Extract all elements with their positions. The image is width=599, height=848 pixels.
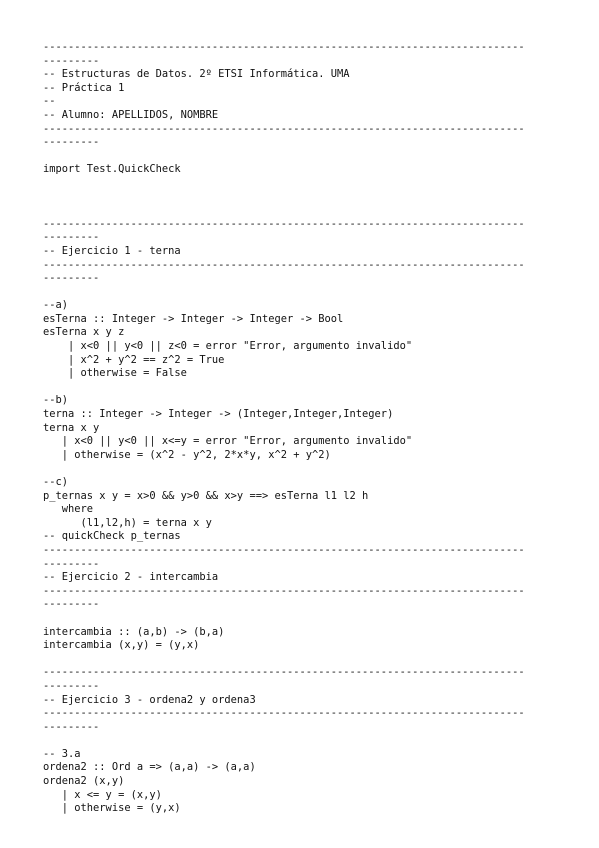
code-line: ----------------------------------------------------------------------------- xyxy=(43,543,525,556)
code-line: --------- xyxy=(43,720,100,733)
code-line: -- xyxy=(43,95,56,108)
code-line xyxy=(43,381,563,395)
code-line: -- Ejercicio 3 - ordena2 y ordena3 xyxy=(43,693,256,706)
code-line xyxy=(43,612,563,626)
code-line: --c) xyxy=(43,476,69,488)
code-line: ----------------------------------------------------------------------------- xyxy=(43,258,525,271)
code-line: | x^2 + y^2 == z^2 = True xyxy=(43,353,225,366)
code-line: p_ternas x y = x>0 && y>0 && x>y ==> esTerna l1 l2 h xyxy=(43,489,369,502)
code-line xyxy=(43,191,563,205)
code-line: --------- xyxy=(43,136,100,149)
code-line: | x<0 || y<0 || z<0 = error "Error, argumento invalido" xyxy=(43,340,413,353)
code-line: esTerna :: Integer -> Integer -> Integer -> Bool xyxy=(43,312,344,325)
code-page xyxy=(43,41,563,816)
code-line: -- Práctica 1 xyxy=(43,81,125,94)
code-line: (l1,l2,h) = terna x y xyxy=(43,516,212,529)
code-line: ----------------------------------------------------------------------------- xyxy=(43,122,525,135)
code-line: --------- xyxy=(43,231,100,244)
code-line: | otherwise = (y,x) xyxy=(43,802,181,815)
code-line: | otherwise = False xyxy=(43,367,187,380)
code-line xyxy=(43,734,563,748)
code-line: ----------------------------------------------------------------------------- xyxy=(43,666,525,679)
code-line: esTerna x y z xyxy=(43,326,125,339)
code-line: intercambia :: (a,b) -> (b,a) xyxy=(43,625,225,638)
code-line: -- quickCheck p_ternas xyxy=(43,530,181,543)
code-line: ----------------------------------------------------------------------------- xyxy=(43,707,525,720)
code-line: --------- xyxy=(43,557,100,570)
code-line: ordena2 :: Ord a => (a,a) -> (a,a) xyxy=(43,761,256,774)
code-line xyxy=(43,653,563,667)
code-line: --------- xyxy=(43,679,100,692)
code-line: ----------------------------------------------------------------------------- xyxy=(43,41,525,53)
code-line: ----------------------------------------------------------------------------- xyxy=(43,584,525,597)
code-line: ordena2 (x,y) xyxy=(43,775,125,788)
code-line: terna x y xyxy=(43,421,100,434)
code-line: terna :: Integer -> Integer -> (Integer,Integer,Integer) xyxy=(43,408,394,421)
code-line: -- Alumno: APELLIDOS, NOMBRE xyxy=(43,108,219,121)
code-line: --a) xyxy=(43,299,69,312)
code-line: --------- xyxy=(43,598,100,611)
code-line: ----------------------------------------------------------------------------- xyxy=(43,217,525,230)
code-line xyxy=(43,177,563,191)
code-line: --b) xyxy=(43,394,69,407)
code-line: -- Ejercicio 1 - terna xyxy=(43,244,181,257)
code-line: | x <= y = (x,y) xyxy=(43,788,162,801)
code-line: --------- xyxy=(43,272,100,285)
code-line xyxy=(43,150,563,164)
code-line: where xyxy=(43,503,94,516)
code-line: import Test.QuickCheck xyxy=(43,163,181,176)
code-line: intercambia (x,y) = (y,x) xyxy=(43,639,200,652)
code-line xyxy=(43,462,563,476)
code-line: -- 3.a xyxy=(43,747,81,760)
code-line: | otherwise = (x^2 - y^2, 2*x*y, x^2 + y^2) xyxy=(43,448,331,461)
code-line: | x<0 || y<0 || x<=y = error "Error, argumento invalido" xyxy=(43,435,413,448)
code-line xyxy=(43,204,563,218)
code-line xyxy=(43,286,563,300)
code-line: --------- xyxy=(43,54,100,67)
code-line: -- Ejercicio 2 - intercambia xyxy=(43,571,219,584)
code-line: -- Estructuras de Datos. 2º ETSI Informática. UMA xyxy=(43,68,350,81)
